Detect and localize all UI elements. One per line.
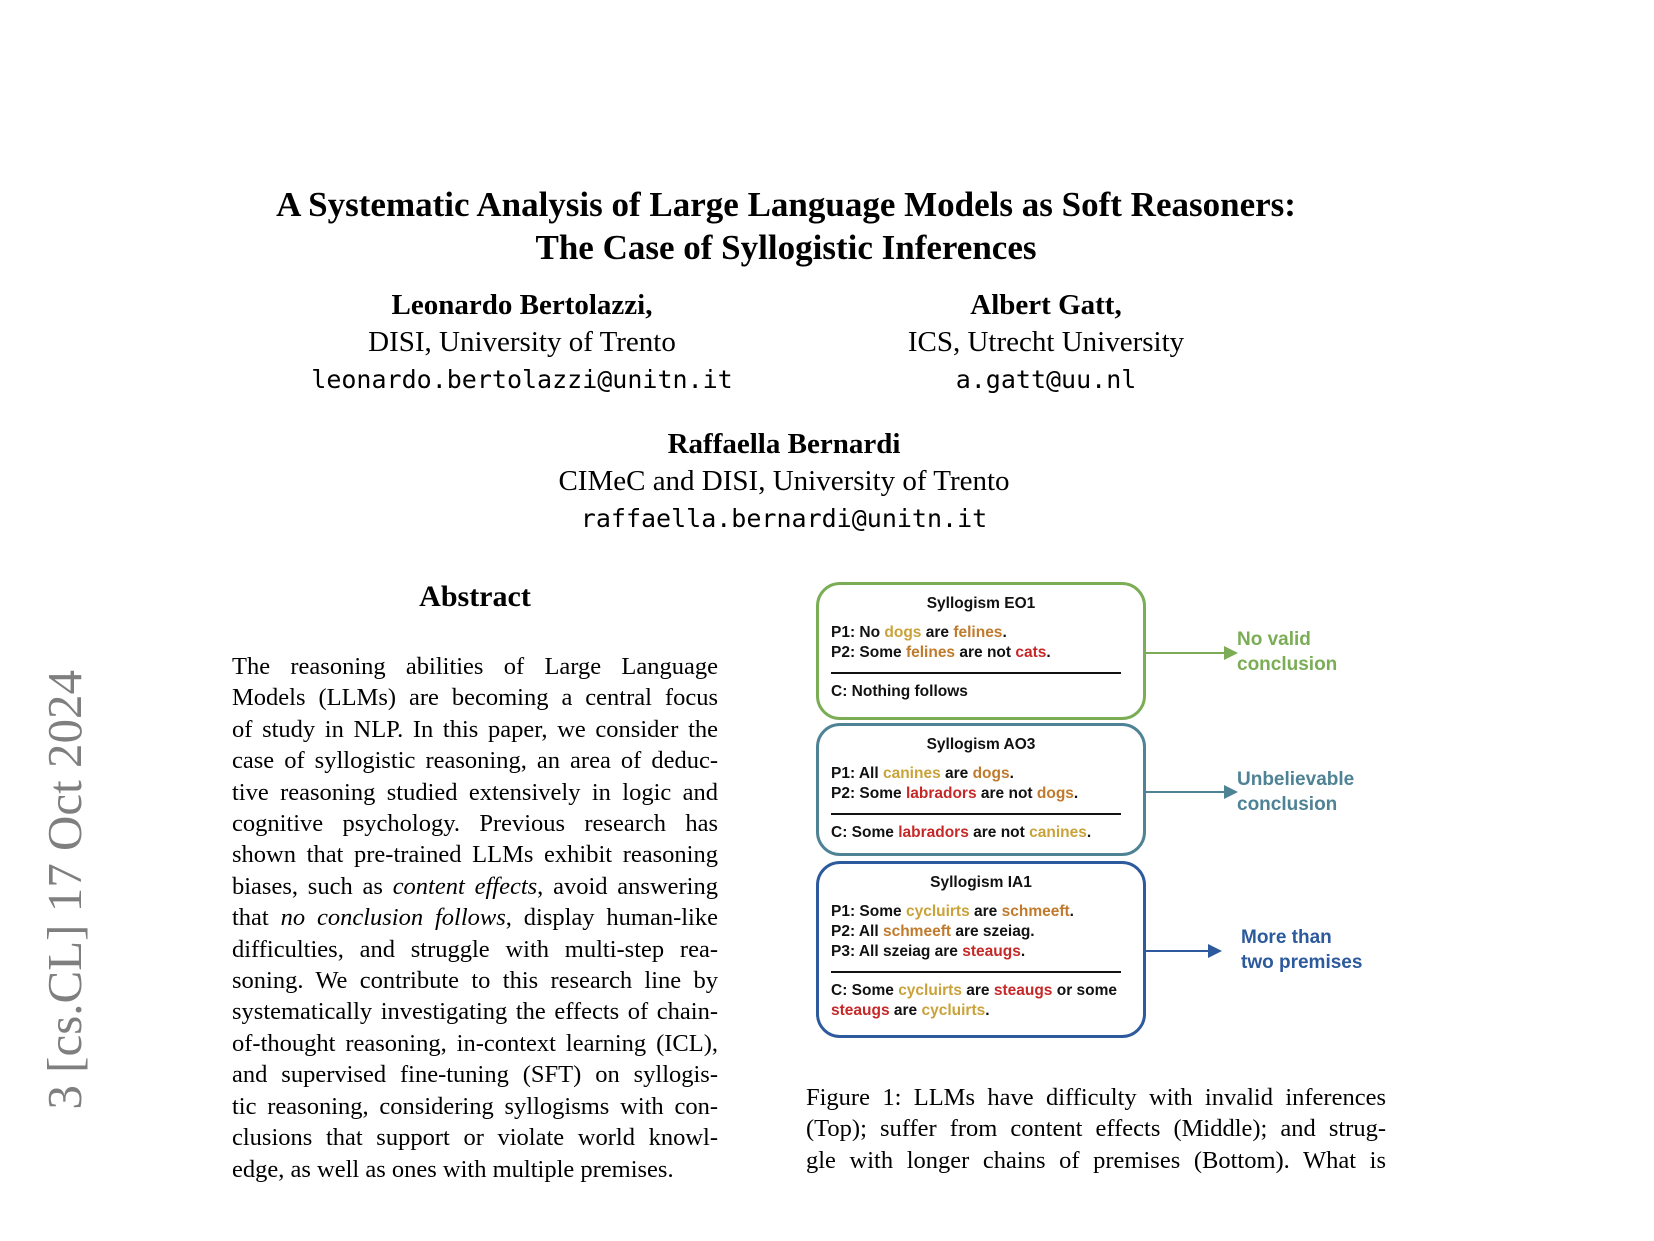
syllogism-line: P2: Some felines are not cats. xyxy=(831,644,1051,661)
abstract-line: and supervised fine-tuning (SFT) on syllogis- xyxy=(232,1061,718,1089)
abstract-line: biases, such as content effects, avoid answering xyxy=(232,872,718,900)
caption-line: (Top); suffer from content effects (Middle); and strug- xyxy=(806,1115,1386,1143)
syllogism-line: P1: No dogs are felines. xyxy=(831,624,1007,641)
syllogism-title: Syllogism EO1 xyxy=(926,595,1036,612)
author-name: Raffaella Bernardi xyxy=(667,428,901,460)
syllogism-line: C: Some labradors are not canines. xyxy=(831,824,1092,841)
author-email[interactable]: raffaella.bernardi@unitn.it xyxy=(580,504,988,533)
syllogism-box xyxy=(816,582,1146,720)
figure-caption xyxy=(806,1082,1386,1176)
author-name: Albert Gatt, xyxy=(970,289,1122,321)
abstract-line: difficulties, and struggle with multi-step rea- xyxy=(232,935,718,963)
syllogism-line: P3: All szeiag are steaugs. xyxy=(831,943,1026,960)
conclusion-divider xyxy=(831,813,1121,815)
title-line-1: A Systematic Analysis of Large Language Models as Soft Reasoners: xyxy=(276,185,1296,224)
arrow-icon xyxy=(1146,652,1236,654)
abstract-line: soning. We contribute to this research line by xyxy=(232,967,718,995)
syllogism-box xyxy=(816,861,1146,1038)
syllogism-line: C: Some cycluirts are steaugs or some xyxy=(831,982,1118,999)
syllogism-line: P1: Some cycluirts are schmeeft. xyxy=(831,903,1074,920)
arxiv-stamp: 3 [cs.CL] 17 Oct 2024 xyxy=(37,670,92,1110)
abstract-line: Models (LLMs) are becoming a central focus xyxy=(232,684,718,712)
abstract-line: tic reasoning, considering syllogisms with con- xyxy=(232,1092,718,1120)
author-name: Leonardo Bertolazzi, xyxy=(391,289,653,321)
figure-1 xyxy=(800,575,1400,1055)
author-affiliation: ICS, Utrecht University xyxy=(907,326,1185,358)
syllogism-line: steaugs are cycluirts. xyxy=(831,1002,990,1019)
outcome-label: More than two premises xyxy=(1241,927,1363,973)
conclusion-divider xyxy=(831,971,1121,973)
abstract-heading: Abstract xyxy=(419,580,531,613)
syllogism-title: Syllogism IA1 xyxy=(930,874,1032,891)
conclusion-divider xyxy=(831,672,1121,674)
author-email[interactable]: a.gatt@uu.nl xyxy=(955,365,1137,394)
abstract-line: of study in NLP. In this paper, we consider the xyxy=(232,715,718,743)
abstract-line: that no conclusion follows, display human-like xyxy=(232,904,718,932)
title-line-2: The Case of Syllogistic Inferences xyxy=(535,228,1037,267)
abstract-line: of-thought reasoning, in-context learning (ICL), xyxy=(232,1029,718,1057)
syllogism-title: Syllogism AO3 xyxy=(926,736,1036,753)
abstract-line: tive reasoning studied extensively in logic and xyxy=(232,778,718,806)
syllogism-line: P1: All canines are dogs. xyxy=(831,765,1014,782)
author-affiliation: CIMeC and DISI, University of Trento xyxy=(558,465,1010,497)
paper-title xyxy=(0,183,1572,269)
caption-line: gle with longer chains of premises (Bottom). What is xyxy=(806,1146,1386,1174)
author-3 xyxy=(484,426,1084,537)
syllogism-line: P2: Some labradors are not dogs. xyxy=(831,785,1079,802)
syllogism-line: P2: All schmeeft are szeiag. xyxy=(831,923,1035,940)
abstract-line: The reasoning abilities of Large Language xyxy=(232,653,718,680)
author-affiliation: DISI, University of Trento xyxy=(368,326,676,358)
outcome-label: Unbelievable conclusion xyxy=(1237,769,1355,815)
syllogism-line: C: Nothing follows xyxy=(831,683,968,700)
abstract-line: shown that pre-trained LLMs exhibit reasoning xyxy=(232,841,718,869)
author-2 xyxy=(846,287,1246,398)
abstract-line: cognitive psychology. Previous research has xyxy=(232,810,718,838)
abstract-line: systematically investigating the effects of chain- xyxy=(232,998,718,1026)
author-email[interactable]: leonardo.bertolazzi@unitn.it xyxy=(311,365,733,394)
arrow-icon xyxy=(1146,791,1236,793)
abstract-line: case of syllogistic reasoning, an area of deduc- xyxy=(232,747,718,775)
arrow-icon xyxy=(1146,950,1220,952)
syllogism-box xyxy=(816,723,1146,856)
abstract-body xyxy=(232,651,718,1185)
outcome-label: No valid conclusion xyxy=(1237,629,1338,675)
caption-line: Figure 1: LLMs have difficulty with invalid inferences xyxy=(806,1084,1386,1111)
abstract-line: clusions that support or violate world knowl- xyxy=(232,1124,718,1152)
abstract-line: edge, as well as ones with multiple premises. xyxy=(232,1155,674,1183)
author-1 xyxy=(272,287,772,398)
